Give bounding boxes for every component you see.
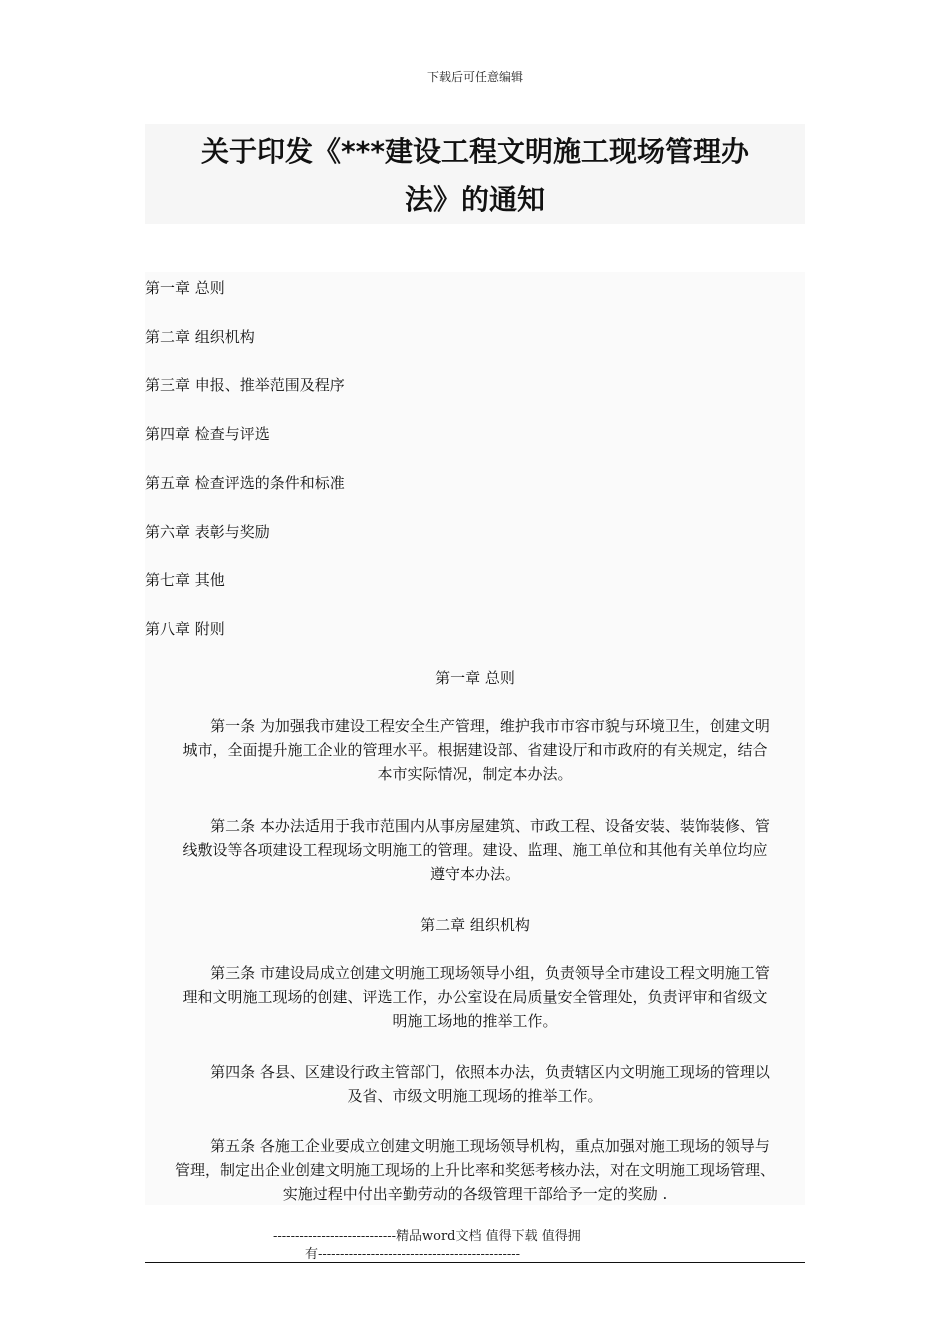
- article-3: [145, 961, 805, 1033]
- article-4: [145, 1060, 805, 1108]
- footer-line-2: 有----------------------------------------------: [305, 1247, 521, 1262]
- chapter-1-heading: 第一章 总则: [435, 669, 515, 687]
- article-5: [145, 1134, 805, 1206]
- toc-item-chapter-1: 第一章 总则: [145, 279, 225, 297]
- chapter-2-heading: 第二章 组织机构: [420, 916, 530, 934]
- toc-item-chapter-7: 第七章 其他: [145, 571, 225, 589]
- toc-item-chapter-4: 第四章 检查与评选: [145, 425, 270, 443]
- footer-divider: [145, 1262, 805, 1263]
- article-2-line-2: 线敷设等各项建设工程现场文明施工的管理。建设、监理、施工单位和其他有关单位均应: [182, 841, 768, 859]
- article-1-line-3: 本市实际情况，制定本办法。: [377, 765, 573, 783]
- footer-line-1: ----------------------------精品word文档 值得下载 值得拥: [273, 1229, 581, 1244]
- toc-item-chapter-3: 第三章 申报、推举范围及程序: [145, 376, 345, 394]
- article-3-line-2: 理和文明施工现场的创建、评选工作，办公室设在局质量安全管理处，负责评审和省级文: [182, 988, 768, 1006]
- toc-item-chapter-8: 第八章 附则: [145, 620, 225, 638]
- document-title: [145, 124, 805, 224]
- article-4-line-1: 第四条 各县、区建设行政主管部门，依照本办法，负责辖区内文明施工现场的管理以: [180, 1063, 770, 1081]
- article-2-line-1: 第二条 本办法适用于我市范围内从事房屋建筑、市政工程、设备安装、装饰装修、管: [180, 817, 770, 835]
- article-1: [145, 714, 805, 786]
- article-1-line-1: 第一条 为加强我市建设工程安全生产管理，维护我市市容市貌与环境卫生，创建文明: [180, 717, 770, 735]
- article-2: [145, 814, 805, 886]
- toc-item-chapter-6: 第六章 表彰与奖励: [145, 523, 270, 541]
- title-line-2: 法》的通知: [404, 183, 545, 216]
- header-note: 下载后可任意编辑: [426, 70, 523, 84]
- article-2-line-3: 遵守本办法。: [429, 865, 520, 883]
- article-5-line-3: 实施过程中付出辛勤劳动的各级管理干部给予一定的奖励 .: [282, 1185, 668, 1203]
- article-3-line-1: 第三条 市建设局成立创建文明施工现场领导小组，负责领导全市建设工程文明施工管: [180, 964, 770, 982]
- article-1-line-2: 城市，全面提升施工企业的管理水平。根据建设部、省建设厅和市政府的有关规定，结合: [182, 741, 768, 759]
- article-5-line-1: 第五条 各施工企业要成立创建文明施工现场领导机构，重点加强对施工现场的领导与: [180, 1137, 770, 1155]
- article-4-line-2: 及省、市级文明施工现场的推举工作。: [347, 1087, 603, 1105]
- title-line-1: 关于印发《***建设工程文明施工现场管理办: [201, 135, 749, 168]
- toc-item-chapter-5: 第五章 检查评选的条件和标准: [145, 474, 345, 492]
- toc-item-chapter-2: 第二章 组织机构: [145, 328, 255, 346]
- article-5-line-2: 管理，制定出企业创建文明施工现场的上升比率和奖惩考核办法，对在文明施工现场管理、: [174, 1161, 775, 1179]
- article-3-line-3: 明施工场地的推举工作。: [392, 1012, 558, 1030]
- document-body: [145, 272, 805, 1205]
